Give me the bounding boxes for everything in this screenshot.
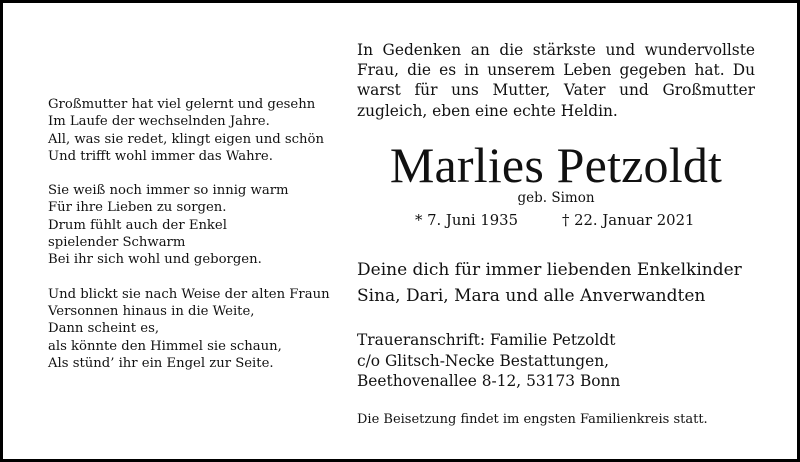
intro-text: In Gedenken an die stärkste und wundervollste Frau, die es in unserem Leben gegeben hat. Du warst für uns Mutter, Vater und Großmutter zugleich, eben eine echte Heldin. xyxy=(357,41,755,120)
deceased-name: Marlies Petzoldt xyxy=(389,137,723,193)
poem-line: Und trifft wohl immer das Wahre. xyxy=(48,148,273,164)
address-line: Beethovenallee 8-12, 53173 Bonn xyxy=(357,372,621,390)
poem-line: Dann scheint es, xyxy=(48,321,160,337)
address-line: c/o Glitsch-Necke Bestattungen, xyxy=(357,351,610,370)
poem-line: Versonnen hinaus in die Weite, xyxy=(48,303,255,319)
poem-line: als könnte den Himmel sie schaun, xyxy=(48,338,282,354)
poem-line: Sie weiß noch immer so innig warm xyxy=(48,183,289,199)
poem-line: spielender Schwarm xyxy=(48,235,186,251)
mourners-line: Sina, Dari, Mara und alle Anverwandten xyxy=(357,286,706,306)
poem-line: Bei ihr sich wohl und geborgen. xyxy=(48,252,262,268)
poem-stanza xyxy=(48,182,338,268)
poem-line: Im Laufe der wechselnden Jahre. xyxy=(48,114,270,130)
poem-stanza xyxy=(48,96,338,165)
birth-date: * 7. Juni 1935 xyxy=(415,212,519,229)
poem-line: Großmutter hat viel gelernt und gesehn xyxy=(48,97,316,112)
maiden-name: geb. Simon xyxy=(517,190,595,206)
poem-line: Und blickt sie nach Weise der alten Fraun xyxy=(48,286,330,302)
poem-stanza xyxy=(48,286,338,372)
poem-line: All, was sie redet, klingt eigen und schön xyxy=(48,131,324,147)
mourners-line: Deine dich für immer liebenden Enkelkinder xyxy=(357,260,742,280)
poem xyxy=(48,96,338,389)
mourners xyxy=(357,257,757,309)
burial-notice: Die Beisetzung findet im engsten Familienkreis statt. xyxy=(357,412,708,427)
poem-line: Als stünd’ ihr ein Engel zur Seite. xyxy=(48,355,274,371)
death-date: † 22. Januar 2021 xyxy=(562,212,695,229)
address-line: Traueranschrift: Familie Petzoldt xyxy=(357,331,616,349)
mourning-address xyxy=(357,330,757,392)
poem-line: Für ihre Lieben zu sorgen. xyxy=(48,200,227,216)
poem-line: Drum fühlt auch der Enkel xyxy=(48,217,227,233)
